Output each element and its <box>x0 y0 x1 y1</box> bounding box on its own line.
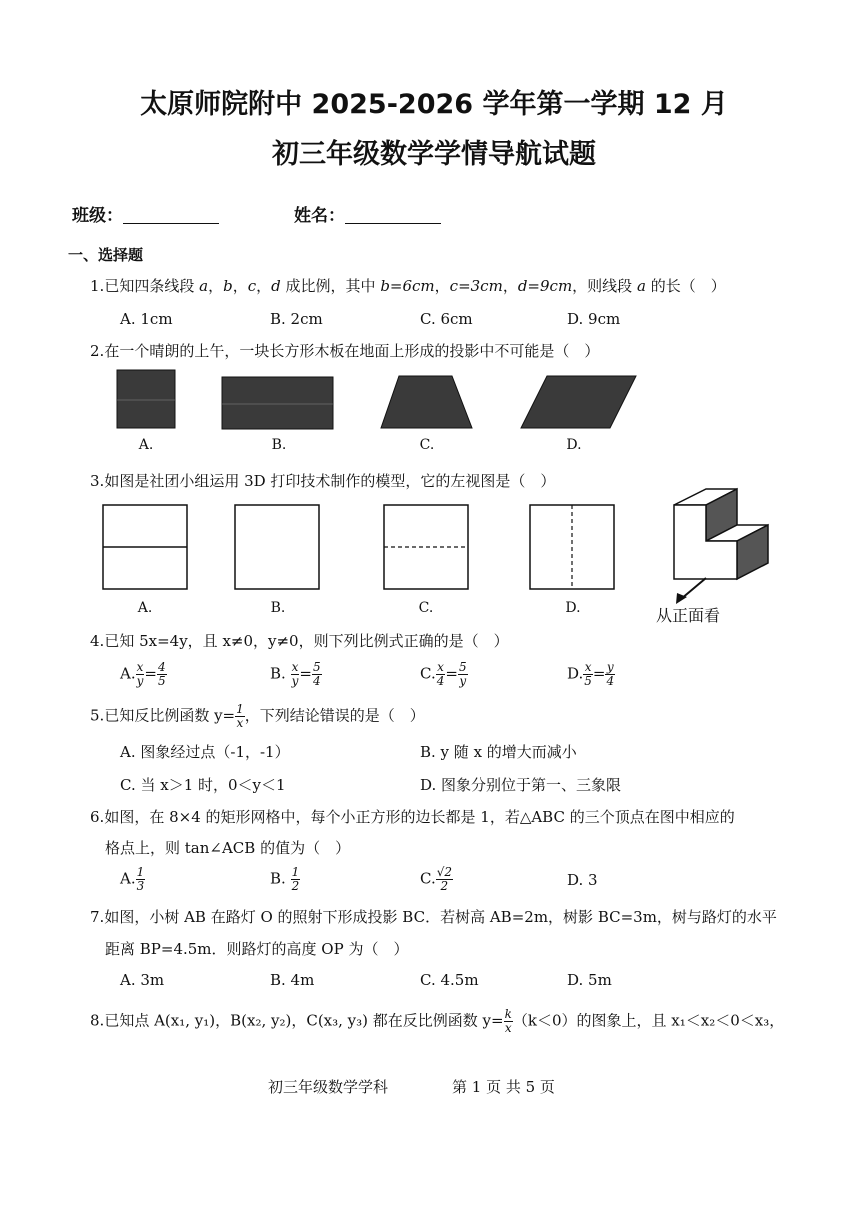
question-8: 8.已知点 A(x₁, y₁)，B(x₂, y₂)，C(x₃, y₃) 都在反比例函数 y= $\frac{k}{x}$ （k＜0）的图象上，且 x₁＜x₂＜0＜x₃， <box>90 1007 785 1035</box>
q3-label-d[interactable]: D. <box>565 600 581 616</box>
q2-label-a[interactable]: A. <box>138 437 154 453</box>
class-label: 班级： <box>72 206 123 226</box>
question-6-line1: 6.如图，在 8×4 的矩形网格中，每个小正方形的边长都是 1，若△ABC 的三个顶点在图中相应的 <box>90 808 735 826</box>
question-5: 5.已知反比例函数 y= $\frac{1}{x}$ ，下列结论错误的是（ ） <box>90 702 425 730</box>
q3-label-a[interactable]: A. <box>137 600 153 616</box>
question-7-line2: 距离 BP=4.5m．则路灯的高度 OP 为（ ） <box>105 940 409 958</box>
page-subtitle: 初三年级数学学情导航试题 <box>272 139 596 170</box>
q1-option-a[interactable]: A. 1cm <box>120 310 173 328</box>
question-3: 3.如图是社团小组运用 3D 打印技术制作的模型，它的左视图是（ ） <box>90 472 556 490</box>
q4-option-a[interactable]: A. $\frac{x}{y}$ = $\frac{4}{5}$ <box>120 660 166 688</box>
q3-label-b[interactable]: B. <box>270 600 286 616</box>
q7-option-a[interactable]: A. 3m <box>120 971 165 989</box>
q7-option-b[interactable]: B. 4m <box>270 971 315 989</box>
q1-option-b[interactable]: B. 2cm <box>270 310 323 328</box>
q6-option-a[interactable]: A. $\frac{1}{3}$ <box>120 865 145 893</box>
question-4: 4.已知 5x=4y，且 x≠0，y≠0，则下列比例式正确的是（ ） <box>90 632 509 650</box>
q4-option-d[interactable]: D. $\frac{x}{5}$ = $\frac{y}{4}$ <box>567 660 615 688</box>
q5-option-c[interactable]: C. 当 x＞1 时，0＜y＜1 <box>120 776 286 794</box>
q3-view-arrow <box>681 578 706 599</box>
q5-option-b[interactable]: B. y 随 x 的增大而减小 <box>420 743 577 761</box>
q3-label-c[interactable]: C. <box>418 600 434 616</box>
q2-label-d[interactable]: D. <box>566 437 582 453</box>
q4-option-b[interactable]: B. $\frac{x}{y}$ = $\frac{5}{4}$ <box>270 660 321 688</box>
footer-subject: 初三年级数学学科 <box>268 1078 389 1096</box>
q1-option-c[interactable]: C. 6cm <box>420 310 473 328</box>
footer-page-number: 第 1 页 共 5 页 <box>452 1078 555 1096</box>
q4-option-c[interactable]: C. $\frac{x}{4}$ = $\frac{5}{y}$ <box>420 660 467 688</box>
question-6-line2: 格点上，则 tan∠ACB 的值为（ ） <box>105 839 351 857</box>
q3-view-b <box>235 505 319 589</box>
q5-option-d[interactable]: D. 图象分别位于第一、三象限 <box>420 776 622 794</box>
q1-option-d[interactable]: D. 9cm <box>567 310 621 328</box>
q5-option-a[interactable]: A. 图象经过点（-1，-1） <box>120 743 290 761</box>
page-title: 太原师院附中 2025-2026 学年第一学期 12 月 <box>140 89 728 120</box>
q6-option-b[interactable]: B. $\frac{1}{2}$ <box>270 865 300 893</box>
q6-option-c[interactable]: C. $\frac{√2}{2}$ <box>420 865 452 893</box>
q7-option-d[interactable]: D. 5m <box>567 971 612 989</box>
q3-3d-model <box>674 489 768 579</box>
q7-option-c[interactable]: C. 4.5m <box>420 971 479 989</box>
q6-option-d[interactable]: D. 3 <box>567 871 598 889</box>
question-7-line1: 7.如图，小树 AB 在路灯 O 的照射下形成投影 BC．若树高 AB=2m，树影 BC=3m，树与路灯的水平 <box>90 908 777 926</box>
question-2: 2.在一个晴朗的上午，一块长方形木板在地面上形成的投影中不可能是（ ） <box>90 342 600 360</box>
q2-label-b[interactable]: B. <box>271 437 287 453</box>
q3-caption: 从正面看 <box>656 606 721 625</box>
question-1: 1.已知四条线段 a，b，c，d 成比例，其中 b=6cm，c=3cm，d=9cm，则线段 a 的长（ ） <box>90 277 726 295</box>
name-label: 姓名： <box>294 206 345 226</box>
q2-label-c[interactable]: C. <box>419 437 435 453</box>
section-title: 一、选择题 <box>68 246 144 264</box>
